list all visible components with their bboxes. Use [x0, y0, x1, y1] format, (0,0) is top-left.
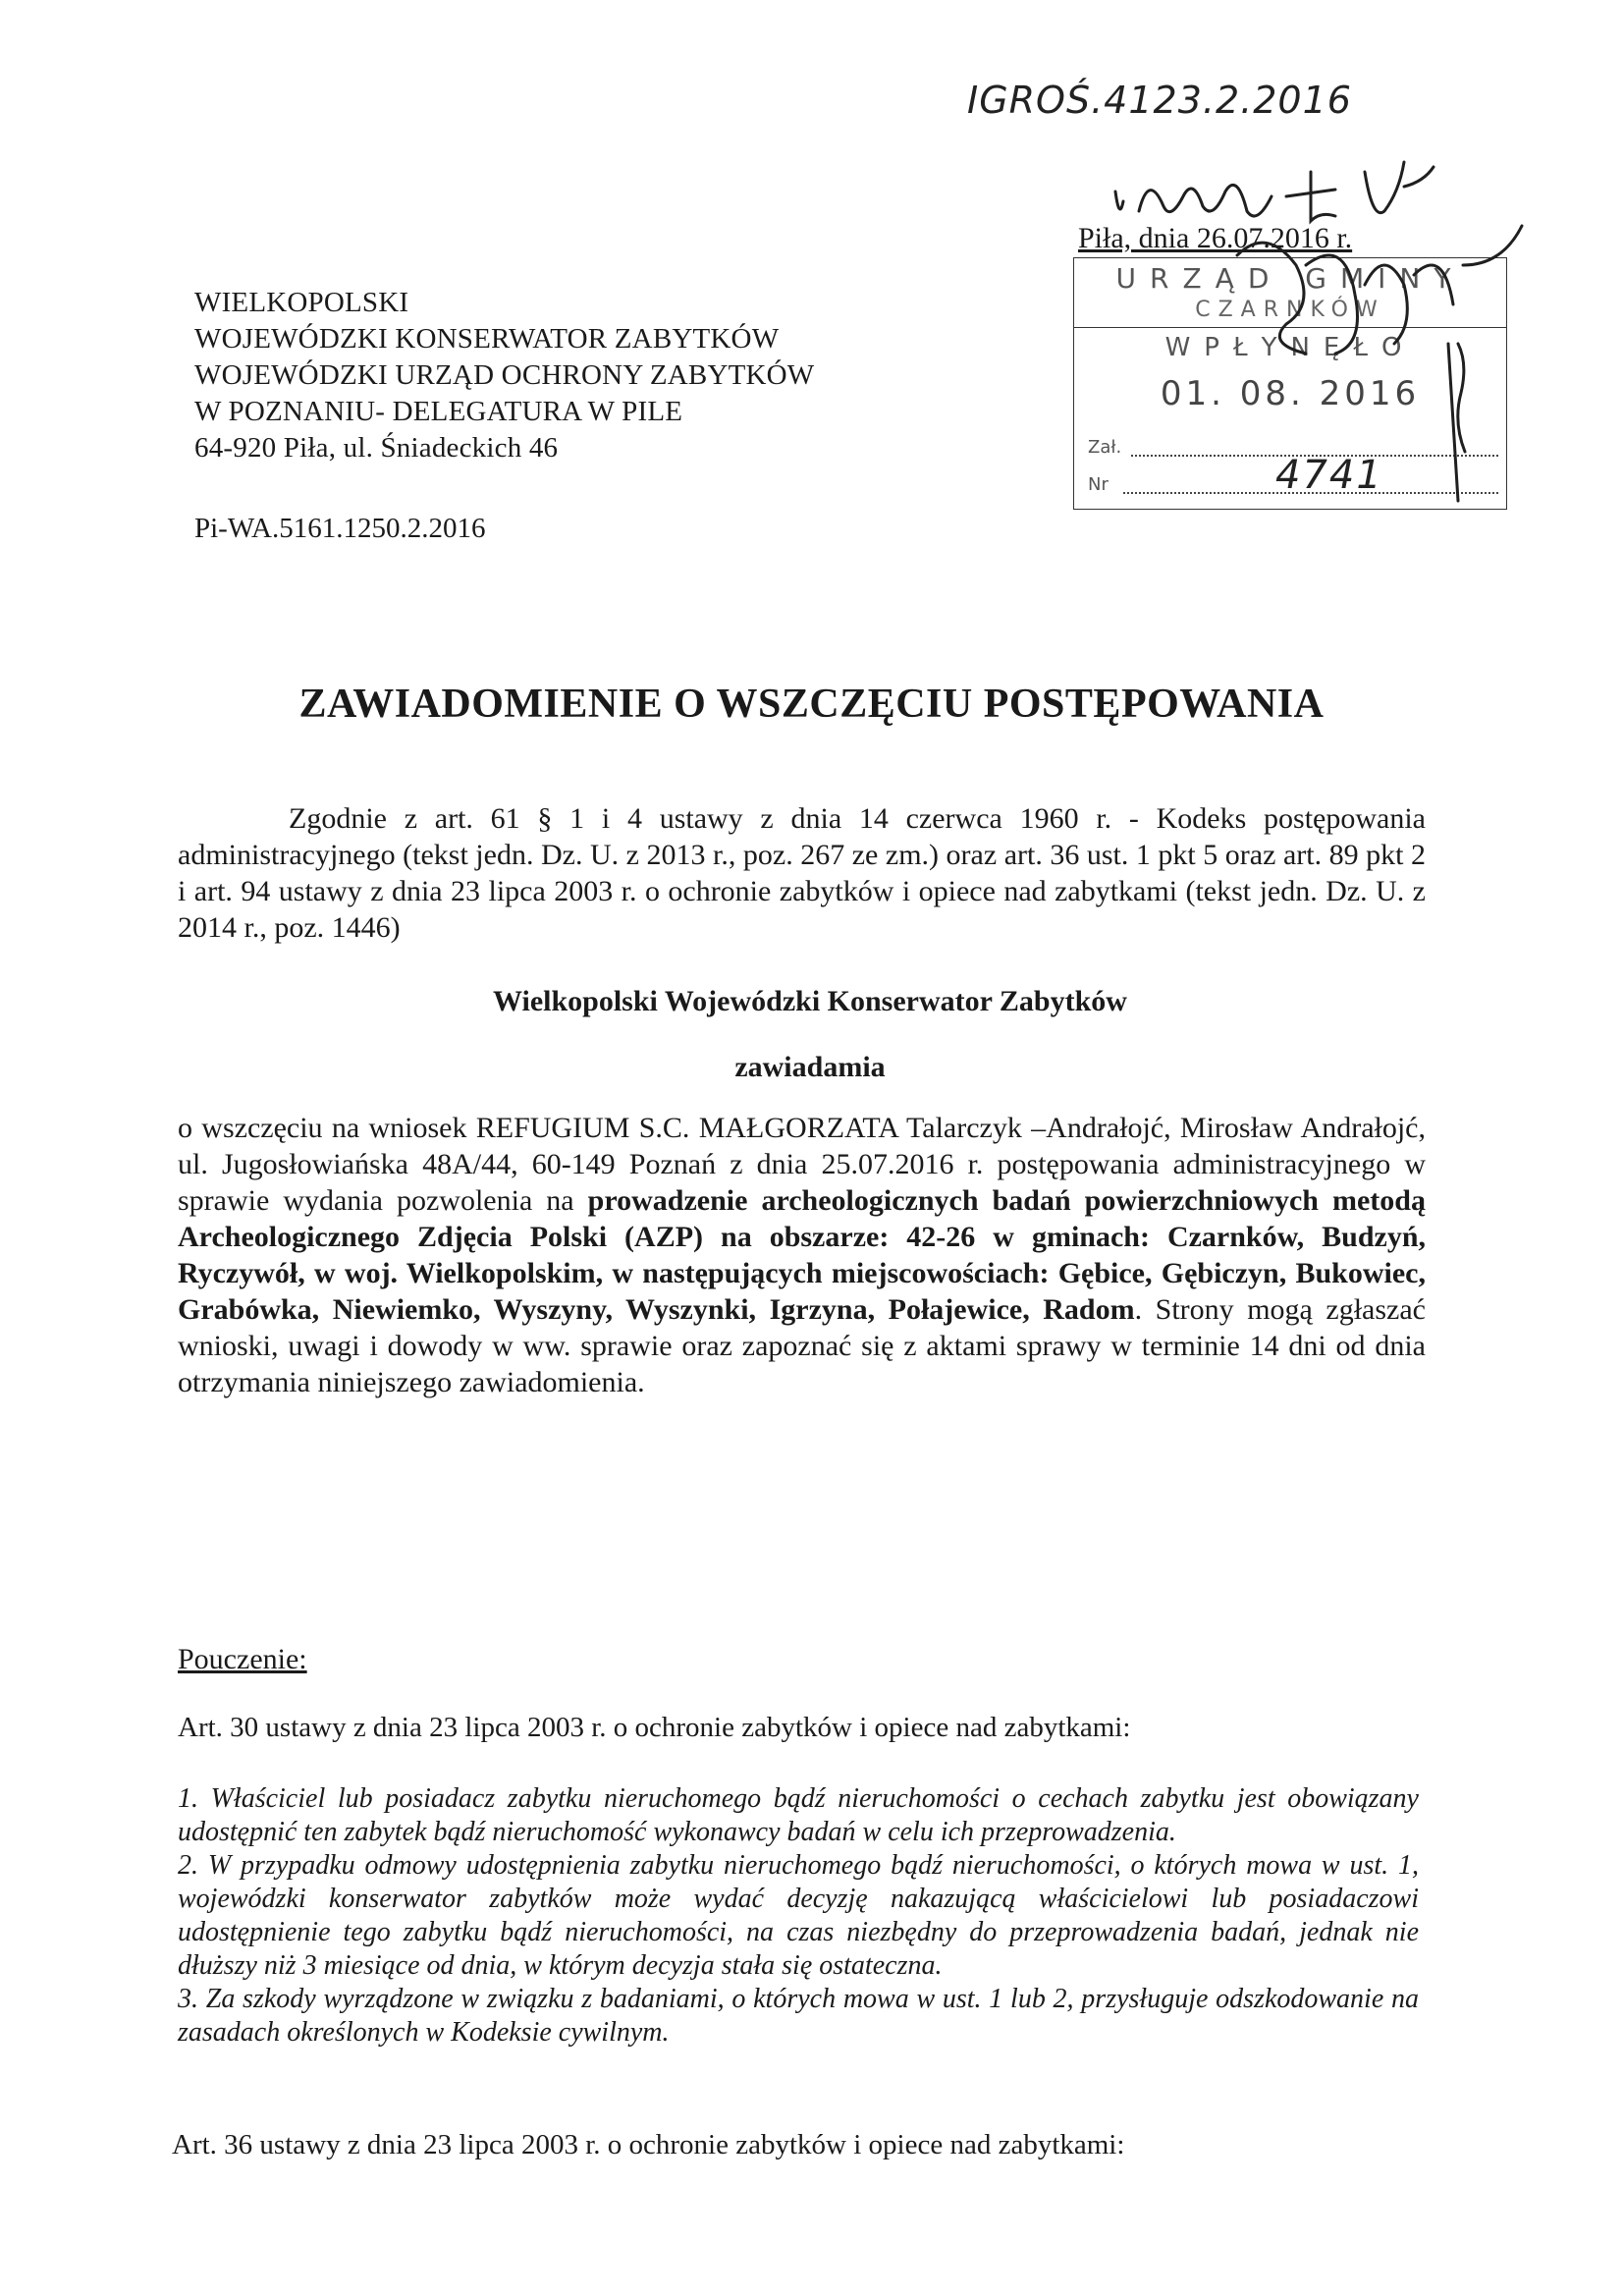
art30-item: 3. Za szkody wyrządzone w związku z badaniami, o których mowa w ust. 1 lub 2, przysługuje odszkodowanie na zasadach określonych w Kodeksie cywilnym. — [178, 1984, 1419, 2048]
handwritten-case-reference: IGROŚ.4123.2.2016 — [967, 79, 1352, 122]
notice-body-bold: prowadzenie archeologicznych badań powierzchniowych metodą Archeologicznego Zdjęcia Polski (AZP) na obszarze: 42-26 w gminach: Czarnków, Budzyń, Ryczywół, w woj. Wielkopolskim, w następujących miejscowościach: Gębice, Gębiczyn, Bukowiec, Grabówka, Niewiemko, Wyszyny, Wyszynki, Igrzyna, Połajewice, Radom — [178, 1184, 1426, 1326]
sender-block — [194, 285, 814, 466]
sender-line: WOJEWÓDZKI URZĄD OCHRONY ZABYTKÓW — [194, 359, 815, 391]
stamp-municipality-line: CZARNKÓW — [1195, 298, 1385, 322]
notice-body-part2: . Strony mogą zgłaszać wnioski, uwagi i dowody w ww. sprawie oraz zapoznać się z aktami sprawy w terminie 14 dni od dnia otrzymania niniejszego zawiadomienia. — [178, 1293, 1426, 1398]
art30-items — [178, 1782, 1419, 2050]
art36-intro: Art. 36 ustawy z dnia 23 lipca 2003 r. o ochronie zabytków i opiece nad zabytkami: — [172, 2129, 1125, 2160]
notice-body — [178, 1110, 1426, 1400]
sender-address: 64-920 Piła, ul. Śniadeckich 46 — [194, 432, 559, 464]
sender-line: WOJEWÓDZKI KONSERWATOR ZABYTKÓW — [194, 323, 780, 355]
stamp-date: 01. 08. 2016 — [1160, 374, 1421, 413]
legal-basis-text: Zgodnie z art. 61 § 1 i 4 ustawy z dnia 14 czerwca 1960 r. - Kodeks postępowania administracyjnego (tekst jedn. Dz. U. z 2013 r., poz. 267 ze zm.) oraz art. 36 ust. 1 pkt 5 oraz art. 89 pkt 2 i art. 94 ustawy z dnia 23 lipca 2003 r. o ochronie zabytków i opiece nad zabytkami (tekst jedn. Dz. U. z 2014 r., poz. 1446) — [178, 802, 1426, 944]
authority-name: Wielkopolski Wojewódzki Konserwator Zabytków — [493, 985, 1127, 1017]
art30-intro: Art. 30 ustawy z dnia 23 lipca 2003 r. o ochronie zabytków i opiece nad zabytkami: — [178, 1712, 1131, 1743]
sender-line: W POZNANIU- DELEGATURA W PILE — [194, 396, 683, 427]
handwritten-signature — [1208, 206, 1532, 511]
notice-body-part1: o wszczęciu na wniosek REFUGIUM S.C. MAŁGORZATA Talarczyk –Andrałojć, Mirosław Andrałojć, ul. Jugosłowiańska 48A/44, 60-149 Poznań z dnia 25.07.2016 r. postępowania administracyjnego w sprawie wydania pozwolenia na — [178, 1112, 1426, 1217]
stamp-attachment-label: Zał. — [1088, 437, 1122, 458]
notice-body-text — [178, 1110, 1426, 1400]
art30-item: 2. W przypadku odmowy udostępnienia zabytku nieruchomego bądź nieruchomości, o których mowa w ust. 1, wojewódzki konserwator zabytków może wydać decyzję nakazującą właścicielowi lub posiadaczowi udostępnienie tego zabytku bądź nieruchomości, na czas niezbędny do przeprowadzenia badań, jednak nie dłuższy niż 3 miesiące od dnia, w którym decyzja stała się ostateczna. — [178, 1850, 1419, 1981]
stamp-received-label: WPŁYNĘŁO — [1164, 333, 1416, 362]
notifies-label: zawiadamia — [734, 1051, 886, 1083]
art30-item: 1. Właściciel lub posiadacz zabytku nieruchomego bądź nieruchomości o cechach zabytku jest obowiązany udostępnić ten zabytek bądź nieruchomość wykonawcy badań w celu ich przeprowadzenia. — [178, 1783, 1419, 1847]
stamp-number-label: Nr — [1088, 474, 1109, 495]
reference-number: Pi-WA.5161.1250.2.2016 — [194, 513, 486, 544]
document-title: ZAWIADOMIENIE O WSZCZĘCIU POSTĘPOWANIA — [298, 682, 1325, 727]
legal-basis-paragraph — [178, 800, 1426, 946]
sender-line: WIELKOPOLSKI — [194, 287, 409, 318]
stamp-office-line: URZĄD GMINY — [1115, 262, 1465, 295]
handwritten-number: 4741 — [1275, 453, 1383, 498]
place-date: Piła, dnia 26.07.2016 r. — [1078, 222, 1353, 254]
instruction-heading: Pouczenie: — [178, 1643, 307, 1675]
